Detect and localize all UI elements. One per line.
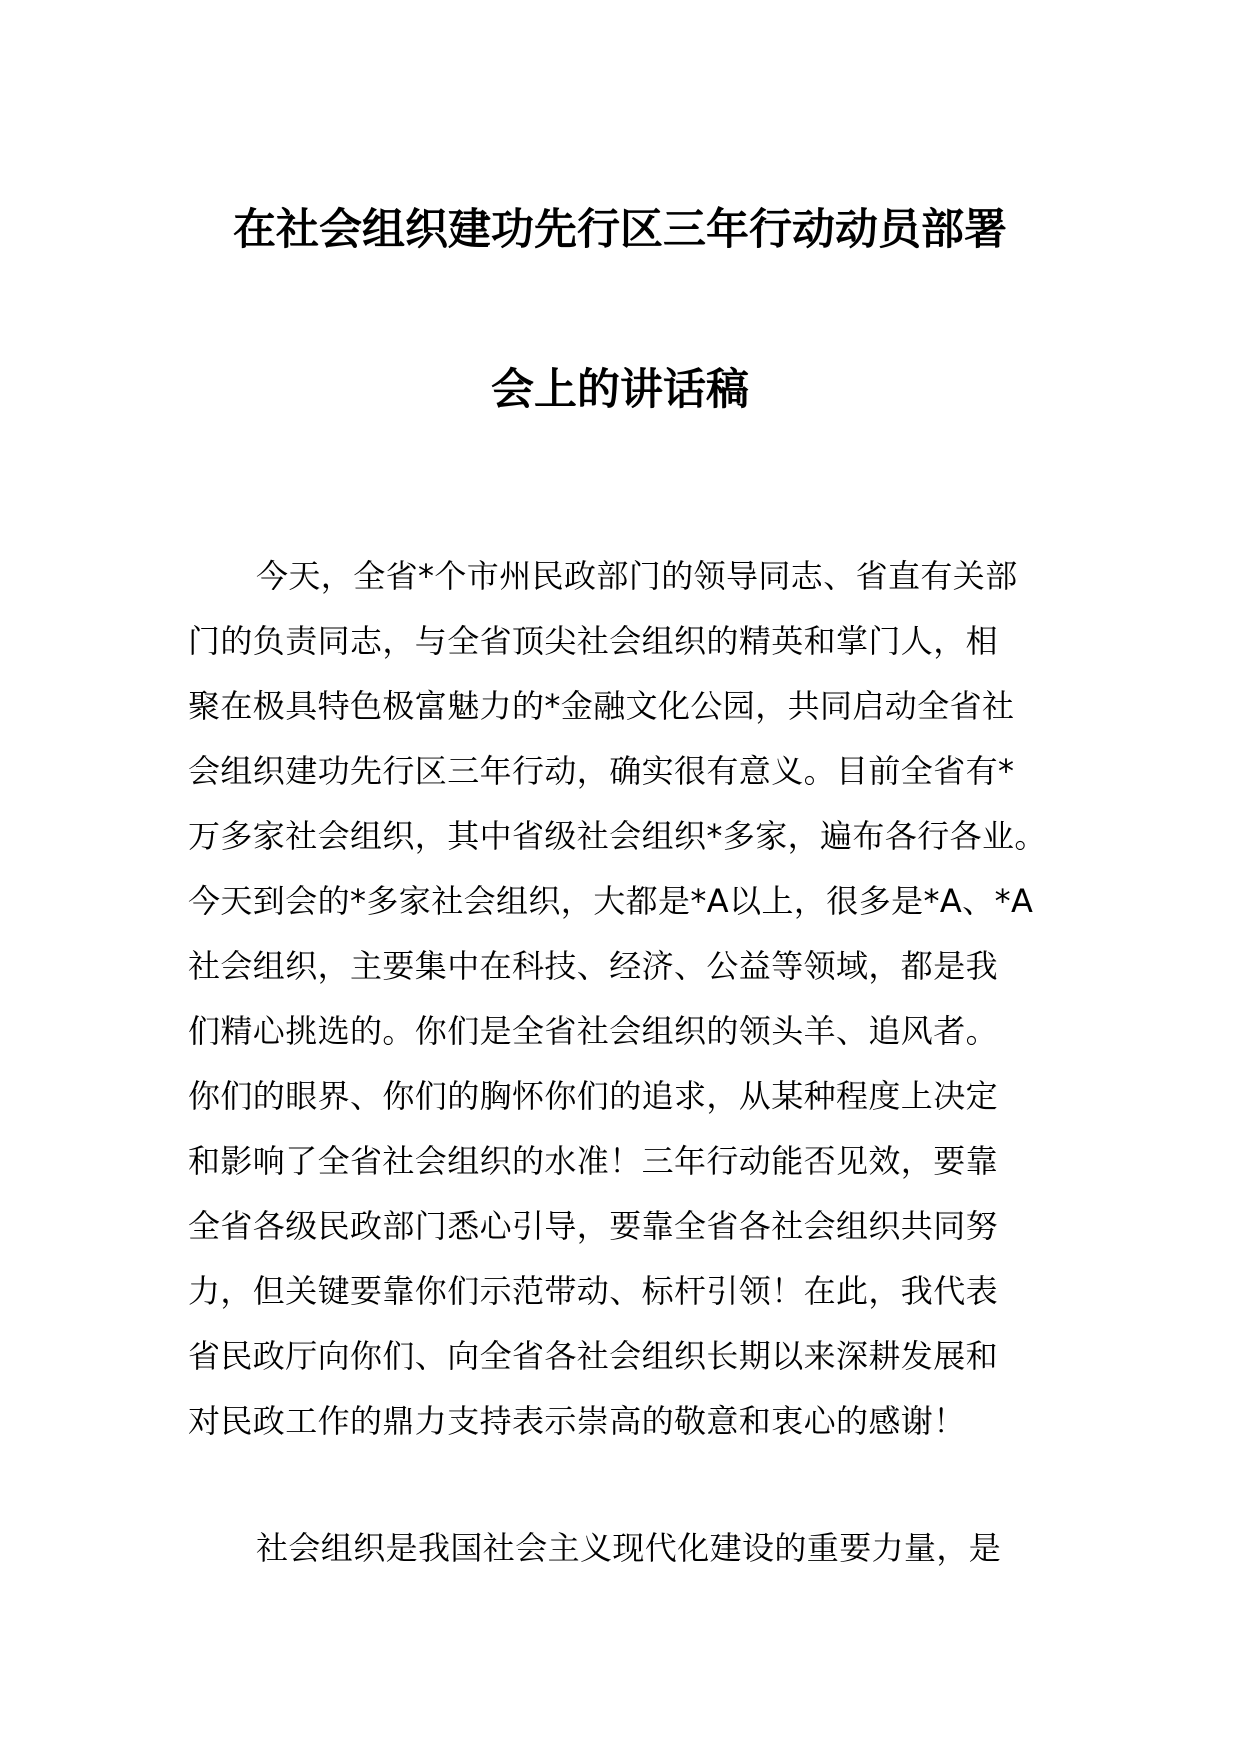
document-title-line-2: 会上的讲话稿: [491, 365, 749, 415]
paragraph-line: 社会组织，主要集中在科技、经济、公益等领域，都是我: [188, 947, 999, 985]
paragraph-line: 今天到会的*多家社会组织，大都是*A以上，很多是*A、*A: [188, 882, 1034, 920]
paragraph-line: 你们的眼界、你们的胸怀你们的追求，从某种程度上决定: [188, 1077, 999, 1115]
paragraph-line: 力，但关键要靠你们示范带动、标杆引领！在此，我代表: [188, 1272, 999, 1310]
paragraph-2: [188, 1516, 1054, 1581]
paragraph-line: 万多家社会组织，其中省级社会组织*多家，遍布各行各业。: [188, 817, 1047, 855]
paragraph-1: [188, 544, 1054, 1454]
paragraph-line: 门的负责同志，与全省顶尖社会组织的精英和掌门人，相: [188, 622, 999, 660]
document-title-line-1: 在社会组织建功先行区三年行动动员部署: [233, 205, 1007, 255]
paragraph-line: 会组织建功先行区三年行动，确实很有意义。目前全省有*: [188, 752, 1015, 790]
paragraph-line: 社会组织是我国社会主义现代化建设的重要力量，是: [256, 1529, 1002, 1567]
paragraph-line: 们精心挑选的。你们是全省社会组织的领头羊、追风者。: [188, 1012, 999, 1050]
paragraph-line: 聚在极具特色极富魅力的*金融文化公园，共同启动全省社: [188, 687, 1015, 725]
paragraph-line: 和影响了全省社会组织的水准！三年行动能否见效，要靠: [188, 1142, 999, 1180]
paragraph-line: 省民政厅向你们、向全省各社会组织长期以来深耕发展和: [188, 1337, 999, 1375]
paragraph-line: 今天，全省*个市州民政部门的领导同志、省直有关部: [256, 557, 1018, 595]
paragraph-line: 对民政工作的鼎力支持表示崇高的敬意和衷心的感谢！: [188, 1402, 966, 1440]
paragraph-line: 全省各级民政部门悉心引导，要靠全省各社会组织共同努: [188, 1207, 999, 1245]
